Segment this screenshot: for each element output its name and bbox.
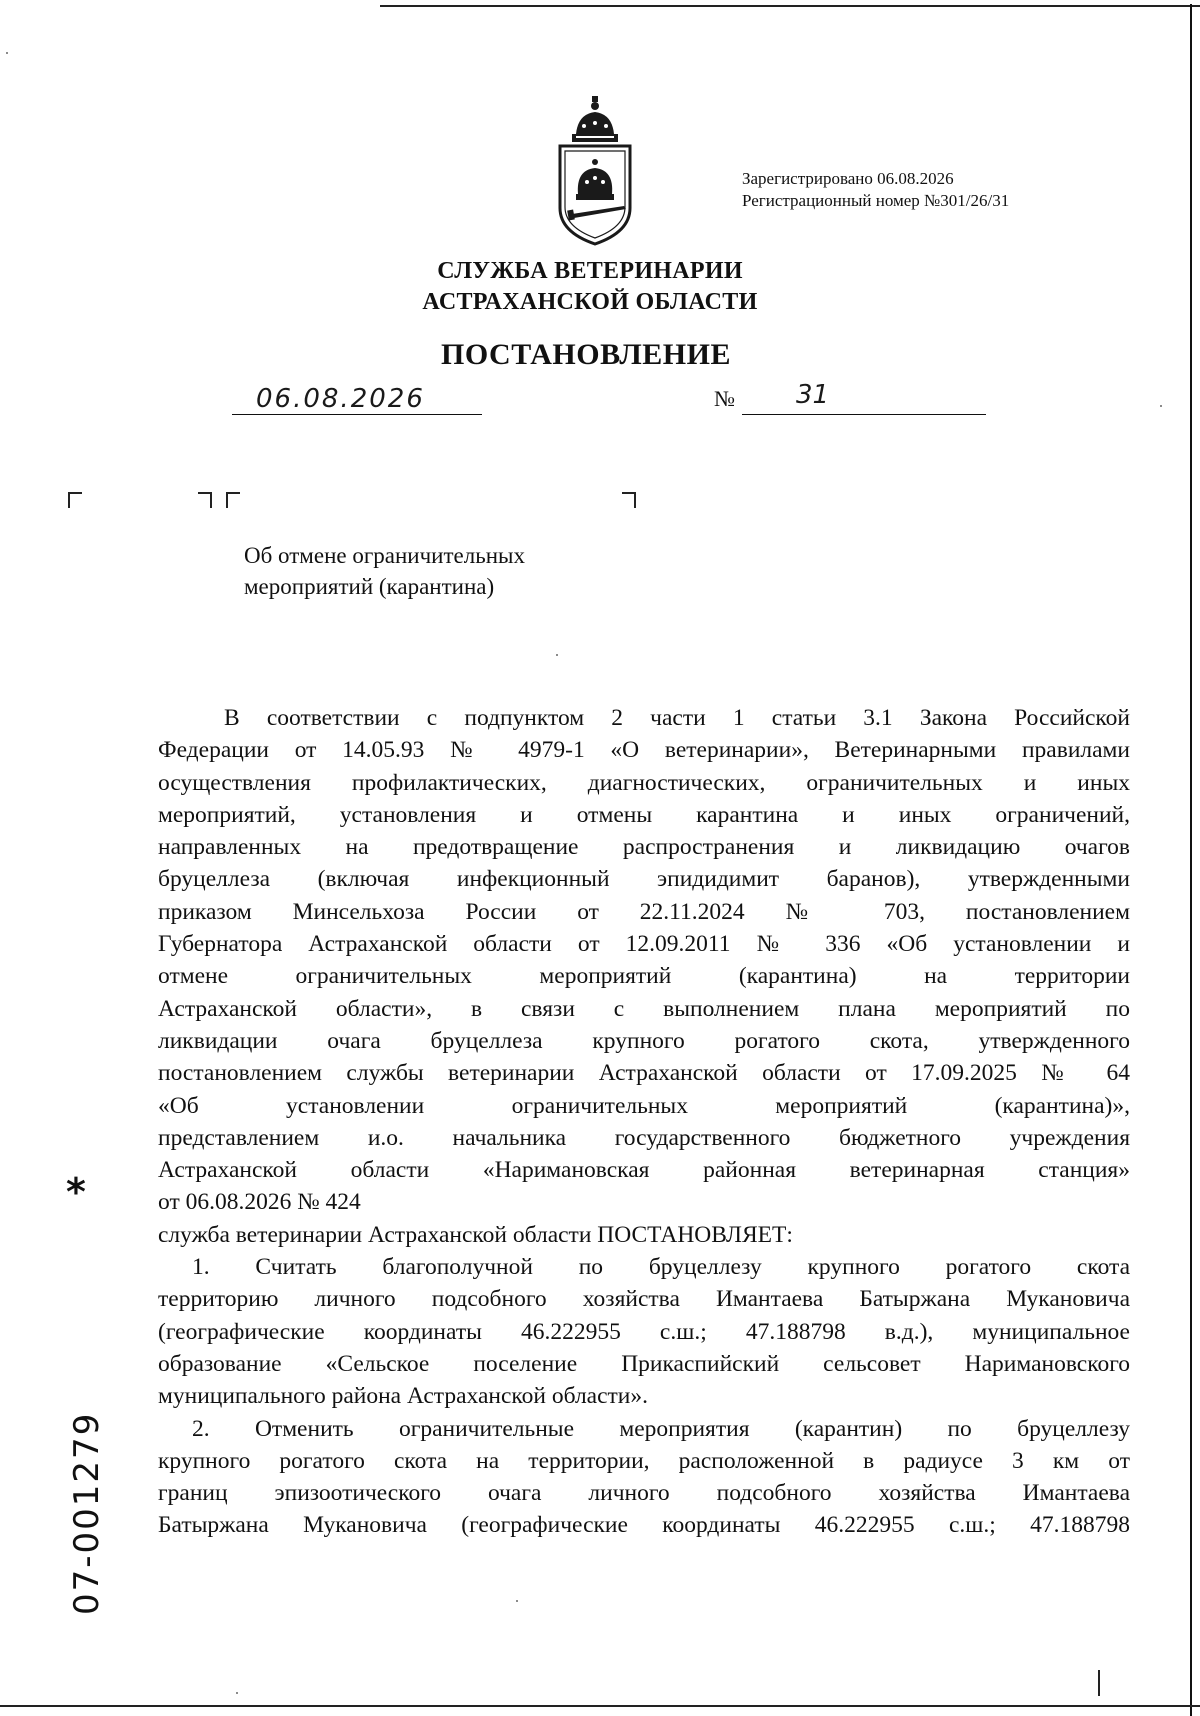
document-type: ПОСТАНОВЛЕНИЕ [441,338,731,371]
registration-stamp [742,168,1009,212]
body-line: мероприятий, установления и отмены карантина и иных ограничений, [158,801,1130,828]
document-subject [244,540,525,602]
handwritten-date: 06.08.2026 [256,384,425,414]
corner-mark-left-outer [68,492,82,508]
body-line: Федерации от 14.05.93 № 4979-1 «О ветеринарии», Ветеринарными правилами [158,737,1130,764]
item-1-line: территорию личного подсобного хозяйства Имантаева Батыржана Мукановича [158,1286,1130,1313]
margin-asterisk: * [66,1170,86,1214]
item-2-line: 2. Отменить ограничительные мероприятия (карантин) по бруцеллезу [192,1415,1130,1442]
document-code-text: 07-001279 [67,1411,107,1615]
body-line: Астраханской области», в связи с выполнением плана мероприятий по [158,995,1130,1022]
subject-line-2: мероприятий (карантина) [244,574,495,599]
body-line: осуществления профилактических, диагностических, ограничительных и иных [158,769,1130,796]
number-underline [742,388,986,415]
body-line: В соответствии с подпунктом 2 части 1 статьи 3.1 Закона Российской [224,705,1130,731]
scan-speck [236,1692,238,1694]
scan-speck [556,654,558,656]
body-line: направленных на предотвращение распространения и ликвидацию очагов [158,834,1130,861]
body-line: ликвидации очага бруцеллеза крупного рогатого скота, утвержденного [158,1027,1130,1054]
organization-line-2: АСТРАХАНСКОЙ ОБЛАСТИ [422,289,758,315]
body-line: постановлением службы ветеринарии Астраханской области от 17.09.2025 № 64 [158,1060,1130,1087]
subject-line-1: Об отмене ограничительных [244,543,525,568]
body-line: «Об установлении ограничительных мероприятий (карантина)», [158,1092,1130,1119]
margin-document-code [60,1411,110,1615]
item-2-line: границ эпизоотического очага личного подсобного хозяйства Имантаева [158,1480,1130,1507]
body-line: бруцеллеза (включая инфекционный эпидидимит баранов), утвержденными [158,866,1130,893]
handwritten-number: 31 [796,380,830,410]
scan-edge-bottom [0,1705,1200,1707]
item-1-line: (географические координаты 46.222955 с.ш.; 47.188798 в.д.), муниципальное [158,1318,1130,1345]
scan-edge-top [380,5,1200,7]
scan-speck [6,52,8,54]
item-2-line: крупного рогатого скота на территории, расположенной в радиусе 3 км от [158,1447,1130,1474]
registration-date: Зарегистрировано 06.08.2026 [742,169,954,188]
document-body [158,702,1130,1542]
body-line: Губернатора Астраханской области от 12.09.2011 № 336 «Об установлении и [158,931,1130,958]
item-2-line: Батыржана Мукановича (географические координаты 46.222955 с.ш.; 47.188798 [158,1512,1130,1539]
body-line: приказом Минсельхоза России от 22.11.2024 № 703, постановлением [158,898,1130,925]
scan-speck [516,1600,518,1602]
item-1-line: муниципального района Астраханской области». [158,1383,649,1410]
scan-mark-bottom-right [1098,1670,1100,1696]
registration-number: Регистрационный номер №301/26/31 [742,191,1010,210]
corner-mark-left-inner [198,492,212,508]
number-label: № [714,386,735,411]
scan-speck [1160,405,1162,407]
body-line: представлением и.о. начальника государственного бюджетного учреждения [158,1124,1130,1151]
organization-name [0,256,1200,318]
body-line: Астраханской области «Наримановская районная ветеринарная станция» [158,1157,1130,1184]
organization-line-1: СЛУЖБА ВЕТЕРИНАРИИ [437,258,743,284]
coat-of-arms-emblem [548,90,652,250]
item-1-line: 1. Считать благополучной по бруцеллезу крупного рогатого скота [192,1254,1130,1281]
corner-mark-subject-start [226,492,240,508]
item-1-line: образование «Сельское поселение Прикаспийский сельсовет Наримановского [158,1350,1130,1377]
body-line: от 06.08.2026 № 424 [158,1189,361,1216]
corner-mark-subject-end [622,492,636,508]
body-line: отмене ограничительных мероприятий (карантина) на территории [158,963,1130,990]
document-type-title [0,338,1200,372]
resolves-line: служба ветеринарии Астраханской области ПОСТАНОВЛЯЕТ: [158,1221,793,1248]
